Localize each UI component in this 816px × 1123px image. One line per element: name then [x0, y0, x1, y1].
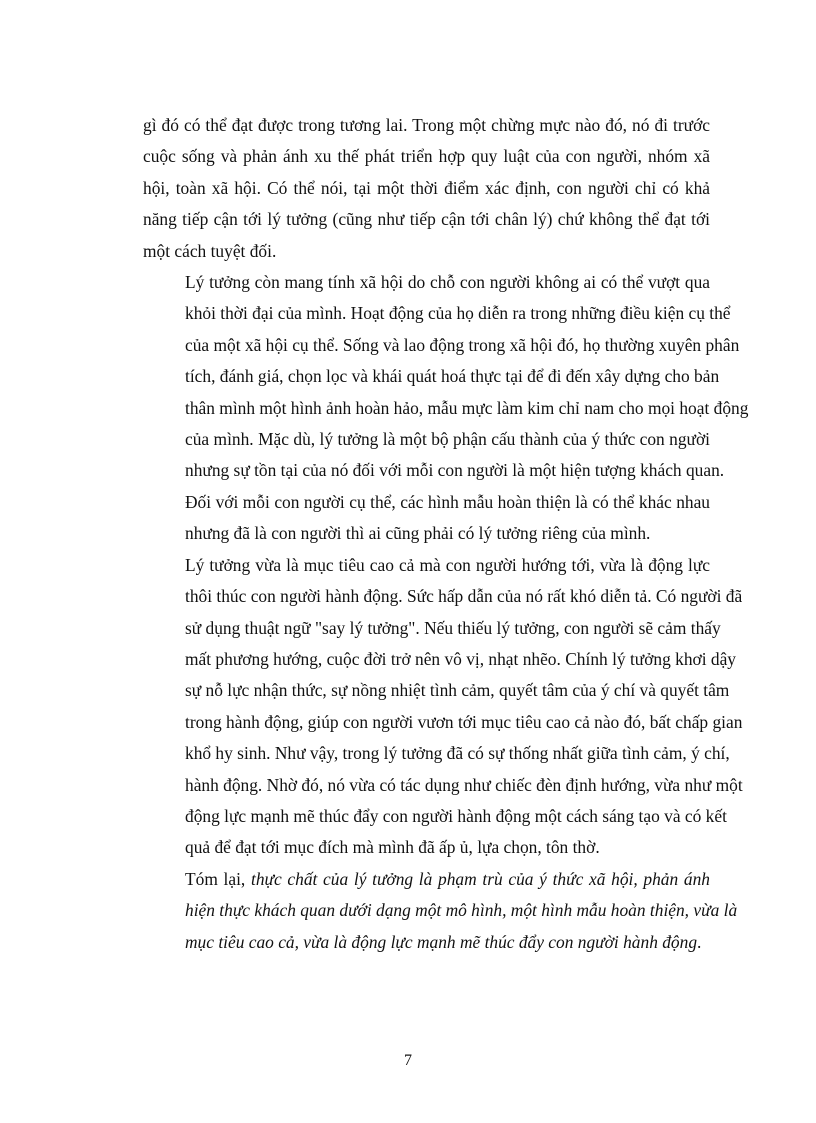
paragraph-2: [143, 267, 749, 550]
text-line: gì đó có thể đạt được trong tương lai. Trong một chừng mực nào đó, nó đi trước: [143, 115, 710, 135]
text-line: một cách tuyệt đối.: [143, 240, 277, 261]
text-line: thôi thúc con người hành động. Sức hấp dẫn của nó rất khó diễn tả. Có người đã: [185, 586, 743, 607]
text-line: nhưng sự tồn tại của nó đối với mỗi con người là một hiện tượng khách quan.: [185, 460, 725, 481]
text-line: tích, đánh giá, chọn lọc và khái quát hoá thực tại để đi đến xây dựng cho bản: [185, 366, 720, 387]
paragraph-1: [143, 110, 710, 267]
summary-emphasis: mục tiêu cao cả, vừa là động lực mạnh mẽ thúc đẩy con người hành động: [185, 931, 698, 952]
text-line: hội, toàn xã hội. Có thể nói, tại một thời điểm xác định, con người chỉ có khả: [143, 177, 710, 198]
text-line: cuộc sống và phản ánh xu thế phát triển hợp quy luật của con người, nhóm xã: [143, 146, 710, 167]
text-line: của một xã hội cụ thể. Sống và lao động trong xã hội đó, họ thường xuyên phân: [185, 334, 740, 355]
text-line: sự nỗ lực nhận thức, sự nồng nhiệt tình cảm, quyết tâm của ý chí và quyết tâm: [185, 680, 730, 701]
text-line: hiện thực khách quan dưới dạng một mô hình, một hình mẫu hoàn thiện, vừa là: [185, 900, 738, 921]
text-line: động lực mạnh mẽ thúc đẩy con người hành động một cách sáng tạo và có kết: [185, 805, 727, 826]
text-line: nhưng đã là con người thì ai cũng phải có lý tưởng riêng của mình.: [185, 523, 651, 544]
document-body: [143, 110, 749, 958]
summary-emphasis: thực chất của lý tưởng là phạm trù của ý thức xã hội, phản ánh: [250, 868, 710, 889]
text-line: khỏi thời đại của mình. Hoạt động của họ diễn ra trong những điều kiện cụ thể: [185, 303, 731, 324]
text-line: [143, 864, 710, 895]
text-line: Lý tưởng vừa là mục tiêu cao cả mà con người hướng tới, vừa là động lực: [185, 554, 710, 575]
text-line: sử dụng thuật ngữ "say lý tưởng". Nếu thiếu lý tưởng, con người sẽ cảm thấy: [185, 617, 721, 638]
text-line: thân mình một hình ảnh hoàn hảo, mẫu mực làm kim chỉ nam cho mọi hoạt động: [185, 397, 749, 418]
text-line: [143, 927, 710, 958]
text-line: khổ hy sinh. Như vậy, trong lý tưởng đã có sự thống nhất giữa tình cảm, ý chí,: [185, 743, 730, 764]
text-line: Đối với mỗi con người cụ thể, các hình mẫu hoàn thiện là có thể khác nhau: [185, 491, 710, 512]
page-number: 7: [404, 1052, 412, 1069]
text-line: hành động. Nhờ đó, nó vừa có tác dụng như chiếc đèn định hướng, vừa như một: [185, 774, 743, 795]
text-line: năng tiếp cận tới lý tưởng (cũng như tiếp cận tới chân lý) chứ không thể đạt tới: [143, 209, 710, 230]
text-line: mất phương hướng, cuộc đời trở nên vô vị, nhạt nhẽo. Chính lý tưởng khơi dậy: [185, 648, 737, 669]
summary-paragraph: [143, 864, 738, 958]
summary-period: .: [697, 931, 702, 952]
text-line: quả để đạt tới mục đích mà mình đã ấp ủ, lựa chọn, tôn thờ.: [185, 837, 600, 858]
text-line: Lý tưởng còn mang tính xã hội do chỗ con người không ai có thể vượt qua: [185, 272, 710, 293]
text-line: trong hành động, giúp con người vươn tới mục tiêu cao cả nào đó, bất chấp gian: [185, 711, 743, 732]
text-line: của mình. Mặc dù, lý tưởng là một bộ phận cấu thành của ý thức con người: [185, 429, 710, 450]
summary-lead: Tóm lại,: [185, 868, 251, 889]
paragraph-3: [143, 550, 743, 864]
